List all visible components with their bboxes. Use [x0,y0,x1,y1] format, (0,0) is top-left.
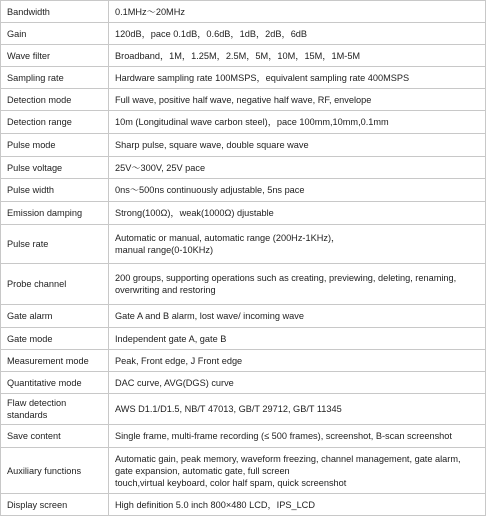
table-row [1,328,486,350]
spec-value [109,134,486,157]
table-row [1,45,486,67]
table-row [1,89,486,111]
spec-value [109,202,486,225]
spec-value [109,350,486,372]
spec-value [109,372,486,394]
spec-value-line: Peak, Front edge, J Front edge [115,355,243,366]
table-row [1,23,486,45]
spec-value [109,305,486,328]
spec-label: Detection mode [1,89,109,111]
spec-value-line: 120dB，pace 0.1dB，0.6dB，1dB，2dB，6dB [115,28,308,39]
spec-value [109,89,486,111]
spec-value-line: 10m (Longitudinal wave carbon steel)，pace 100mm,10mm,0.1mm [115,117,389,127]
spec-value-line: AWS D1.1/D1.5, NB/T 47013, GB/T 29712, GB/T 11345 [115,404,342,414]
spec-value-line: Automatic or manual, automatic range (200Hz-1KHz)， [115,233,341,243]
spec-value [109,23,486,45]
spec-value-line: Sharp pulse, square wave, double square wave [115,140,309,150]
spec-value [109,264,486,305]
spec-label: Pulse rate [1,225,109,264]
spec-label: Wave filter [1,45,109,67]
spec-value-line: overwriting and restoring [115,285,216,295]
spec-value [109,45,486,67]
spec-label: Emission damping [1,202,109,225]
spec-value [109,394,486,425]
spec-value [109,1,486,23]
spec-value-line: Independent gate A, gate B [115,333,227,344]
spec-value-line: 25V～300V, 25V pace [115,162,206,173]
spec-value [109,494,486,516]
spec-value-line: Automatic gain, peak memory, waveform freezing, channel management, gate alarm, [115,453,461,464]
spec-label: Pulse width [1,179,109,202]
table-row [1,179,486,202]
spec-label: Measurement mode [1,350,109,372]
spec-value-line: manual range(0-10KHz) [115,245,214,255]
spec-value [109,425,486,448]
spec-value-line: 0ns～500ns continuously adjustable, 5ns pace [115,185,305,195]
table-row [1,305,486,328]
spec-label: Bandwidth [1,1,109,23]
spec-label: Probe channel [1,264,109,305]
table-row [1,111,486,134]
spec-value [109,67,486,89]
spec-label: Gate mode [1,328,109,350]
spec-value-line: 200 groups, supporting operations such as creating, previewing, deleting, renaming, [115,273,457,283]
spec-value-line: Full wave, positive half wave, negative half wave, RF, envelope [115,94,372,105]
spec-label: Gain [1,23,109,45]
spec-label: Save content [1,425,109,448]
spec-value-line: Broadband，1M，1.25M，2.5M，5M，10M，15M，1M-5M [115,50,361,61]
spec-table-body [1,1,486,516]
spec-value-line: Hardware sampling rate 100MSPS，equivalent sampling rate 400MSPS [115,72,410,83]
table-row [1,350,486,372]
table-row [1,264,486,305]
spec-value [109,111,486,134]
table-row [1,157,486,179]
spec-value-line: gate expansion, automatic gate, full screen [115,465,290,476]
spec-value [109,328,486,350]
spec-label: Detection range [1,111,109,134]
spec-value-line: Gate A and B alarm, lost wave/ incoming wave [115,311,304,321]
spec-label: Gate alarm [1,305,109,328]
spec-value [109,179,486,202]
spec-label: Auxiliary functions [1,448,109,494]
table-row [1,448,486,494]
spec-value [109,157,486,179]
table-row [1,394,486,425]
table-row [1,425,486,448]
table-row [1,494,486,516]
spec-label: Quantitative mode [1,372,109,394]
table-row [1,372,486,394]
table-row [1,134,486,157]
spec-value [109,448,486,494]
spec-value [109,225,486,264]
spec-value-line: DAC curve, AVG(DGS) curve [115,377,234,388]
spec-label: Flaw detection standards [1,394,109,425]
spec-value-line: 0.1MHz～20MHz [115,6,185,17]
spec-label: Display screen [1,494,109,516]
spec-label: Sampling rate [1,67,109,89]
table-row [1,67,486,89]
table-row [1,225,486,264]
table-row [1,202,486,225]
spec-value-line: High definition 5.0 inch 800×480 LCD，IPS_LCD [115,499,315,510]
spec-value-line: touch,virtual keyboard, color half spam, quick screenshot [115,477,347,488]
spec-label: Pulse mode [1,134,109,157]
table-row [1,1,486,23]
spec-value-line: Single frame, multi-frame recording (≤ 500 frames), screenshot, B-scan screenshot [115,431,452,441]
spec-value-line: Strong(100Ω)，weak(1000Ω) djustable [115,208,274,218]
spec-label: Pulse voltage [1,157,109,179]
